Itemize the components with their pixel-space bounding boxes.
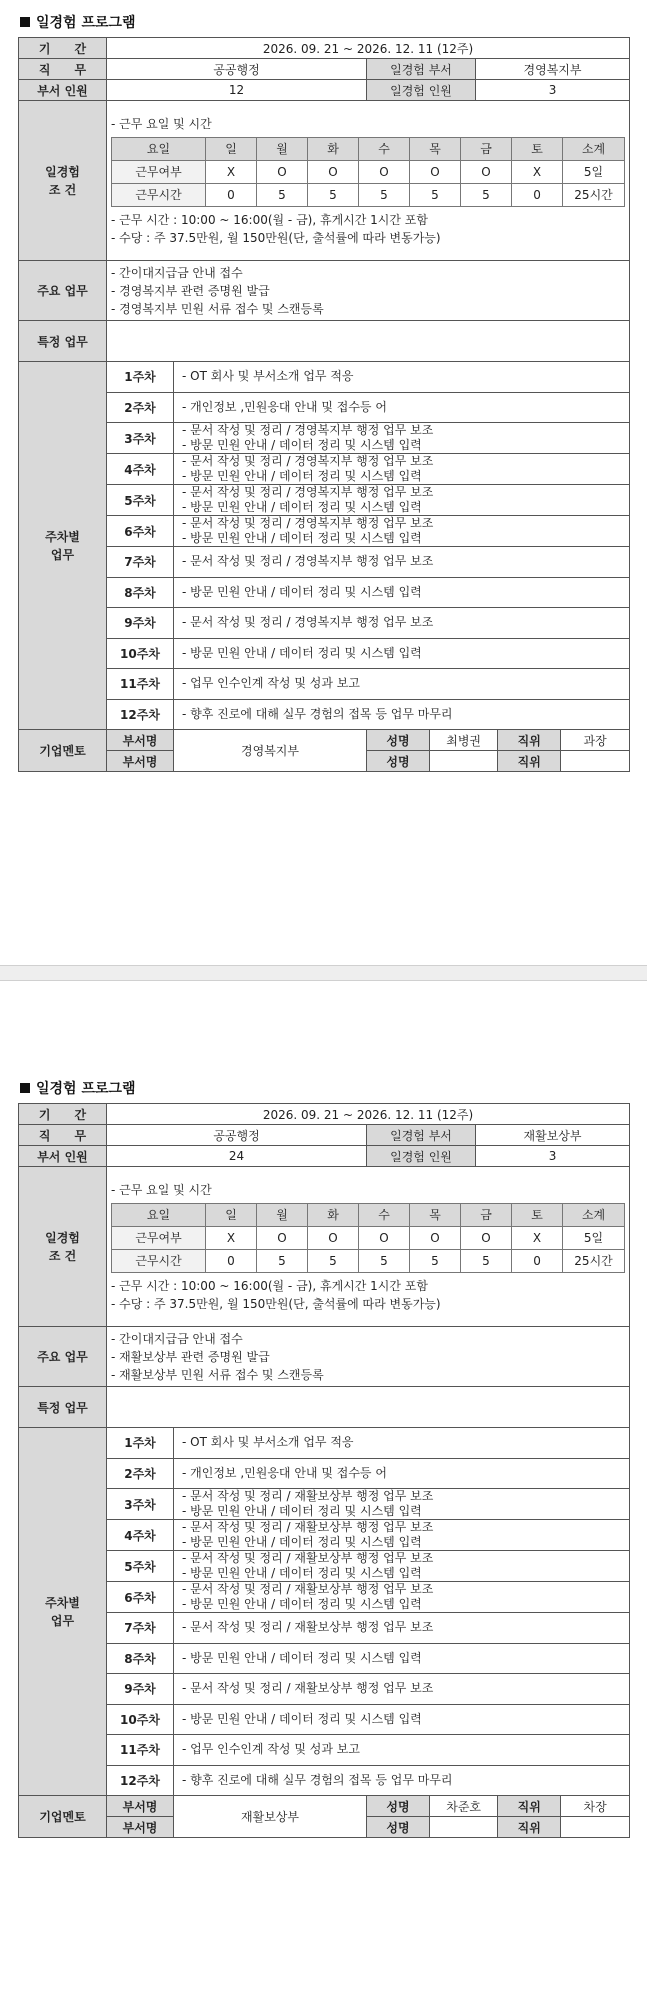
week-row [19,608,630,639]
schedule-cell: 25시간 [563,1249,625,1272]
mentor-dept-text: 경영복지부 [241,744,299,758]
week-task: - 방문 민원 안내 / 데이터 정리 및 시스템 입력 [182,645,422,660]
week-tasks [174,1520,630,1551]
schedule-cell: 5 [257,183,308,206]
week-tasks [174,362,630,393]
weekly-label [19,362,107,730]
week-row [19,516,630,547]
conditions-label-line1: 일경험 [45,1230,80,1245]
week-tasks [174,1458,630,1489]
week-task: - 문서 작성 및 정리 / 재활보상부 행정 업무 보조 [182,1489,434,1503]
mentor-dept-label-2: 부서명 [107,1817,174,1838]
week-number: 5주차 [107,485,174,516]
mentor-name-value: 차준호 [430,1796,498,1816]
conditions-label [19,101,107,261]
week-number: 3주차 [107,423,174,454]
main-duty-item: - 경영복지부 관련 증명원 발급 [111,283,270,298]
week-number: 11주차 [107,1735,174,1766]
schedule-row-hours [112,1249,625,1272]
mentor-pos-label: 직위 [498,730,561,750]
week-task: - OT 회사 및 부서소개 업무 적응 [182,369,354,384]
week-tasks [174,638,630,669]
week-task: - 방문 민원 안내 / 데이터 정리 및 시스템 입력 [182,1650,422,1665]
schedule-header-cell: 화 [308,137,359,160]
week-row [19,1489,630,1520]
weekly-label-line: 주차별 [45,529,80,544]
week-tasks [174,485,630,516]
mentor-row1-table [367,1796,629,1816]
section-title [20,1078,136,1098]
dept-label: 일경험 부서 [367,1125,476,1146]
week-tasks [174,454,630,485]
week-row [19,362,630,393]
main-duty-item: - 경영복지부 민원 서류 접수 및 스캔등록 [111,301,324,316]
main-duties [107,1327,630,1387]
schedule-cell: 근무시간 [112,1249,206,1272]
week-task: - 방문 민원 안내 / 데이터 정리 및 시스템 입력 [182,1504,422,1518]
mentor-pos-label: 직위 [498,1796,561,1816]
week-row [19,423,630,454]
week-row [19,1551,630,1582]
schedule-cell: 5 [410,183,461,206]
dept-staff-value: 24 [107,1146,367,1167]
schedule-cell: 5 [359,183,410,206]
mentor-pos-value: 과장 [583,733,607,748]
week-number: 11주차 [107,669,174,700]
week-tasks [174,1582,630,1613]
mentor-name-value-2 [430,1817,498,1837]
schedule-table [111,1203,625,1273]
week-tasks [174,699,630,730]
dept-staff-label: 부서 인원 [19,80,107,101]
schedule-header-cell: 월 [257,137,308,160]
week-task: - 방문 민원 안내 / 데이터 정리 및 시스템 입력 [182,531,422,545]
mentor-name-value-2 [430,751,498,771]
week-task: - 방문 민원 안내 / 데이터 정리 및 시스템 입력 [182,438,422,452]
week-number: 1주차 [107,1428,174,1459]
schedule-table [111,137,625,207]
main-duties [107,261,630,321]
week-number: 4주차 [107,454,174,485]
schedule-cell: O [257,1226,308,1249]
week-tasks [174,1551,630,1582]
schedule-cell: 5 [257,1249,308,1272]
dept-value: 재활보상부 [476,1125,630,1146]
weekly-label [19,1428,107,1796]
schedule-cell: O [410,1226,461,1249]
week-number: 10주차 [107,638,174,669]
weekly-label-line: 주차별 [45,1595,80,1610]
main-duty-item: - 재활보상부 민원 서류 접수 및 스캔등록 [111,1367,324,1382]
schedule-header-cell: 수 [359,137,410,160]
schedule-cell: X [512,1226,563,1249]
main-duty-item: - 재활보상부 관련 증명원 발급 [111,1349,270,1364]
week-tasks [174,1643,630,1674]
week-task: - 업무 인수인계 작성 및 성과 보고 [182,1742,360,1757]
schedule-header-cell: 소계 [563,137,625,160]
black-square-icon [20,1083,30,1093]
dept-staff-value: 12 [107,80,367,101]
schedule-header-cell: 금 [461,1203,512,1226]
week-task: - 문서 작성 및 정리 / 재활보상부 행정 업무 보조 [182,1681,434,1696]
mentor-dept-label: 부서명 [107,1796,174,1817]
main-duty-item: - 간이대지급금 안내 접수 [111,1331,243,1346]
mentor-label: 기업멘토 [19,1796,107,1838]
schedule-cell: 0 [512,183,563,206]
mentor-pos-label-2: 직위 [498,751,561,771]
week-task: - 방문 민원 안내 / 데이터 정리 및 시스템 입력 [182,1535,422,1549]
week-number: 7주차 [107,547,174,578]
week-number: 12주차 [107,699,174,730]
mentor-name-label-2: 성명 [367,751,430,771]
trainee-label: 일경험 인원 [367,80,476,101]
week-task: - 방문 민원 안내 / 데이터 정리 및 시스템 입력 [182,500,422,514]
weekly-label-line: 업무 [50,1613,75,1628]
week-task: - 문서 작성 및 정리 / 재활보상부 행정 업무 보조 [182,1551,434,1565]
schedule-header-cell: 수 [359,1203,410,1226]
schedule-header-cell: 토 [512,1203,563,1226]
schedule-header-cell: 요일 [112,1203,206,1226]
schedule-cell: X [206,160,257,183]
job-value: 공공행정 [107,1125,367,1146]
week-row [19,1458,630,1489]
week-task: - 문서 작성 및 정리 / 경영복지부 행정 업무 보조 [182,485,434,499]
job-value: 공공행정 [107,59,367,80]
week-row [19,392,630,423]
conditions-label-line1: 일경험 [45,164,80,179]
special-duty-label: 특정 업무 [19,321,107,362]
section-title-text: 일경험 프로그램 [36,15,136,31]
schedule-header-cell: 화 [308,1203,359,1226]
mentor-dept-label: 부서명 [107,730,174,751]
week-tasks [174,1704,630,1735]
schedule-cell: O [359,1226,410,1249]
week-row [19,699,630,730]
schedule-header-row [112,1203,625,1226]
week-task: - 방문 민원 안내 / 데이터 정리 및 시스템 입력 [182,469,422,483]
week-row [19,1582,630,1613]
week-task: - OT 회사 및 부서소개 업무 적응 [182,1435,354,1450]
week-number: 12주차 [107,1765,174,1796]
week-tasks [174,423,630,454]
mentor-pos-value-2 [561,751,629,771]
week-row [19,454,630,485]
schedule-header-cell: 금 [461,137,512,160]
mentor-dept-value [174,1796,367,1838]
period-label: 기 간 [19,1104,107,1125]
schedule-row-workdays [112,160,625,183]
mentor-pos-value-2 [561,1817,629,1837]
schedule-cell: X [206,1226,257,1249]
week-number: 9주차 [107,1674,174,1705]
main-duty-label: 주요 업무 [19,261,107,321]
mentor-name-value: 최병권 [430,730,498,750]
period-value: 2026. 09. 21 ~ 2026. 12. 11 (12주) [107,1104,630,1125]
week-task: - 문서 작성 및 정리 / 경영복지부 행정 업무 보조 [182,516,434,530]
week-tasks [174,577,630,608]
week-tasks [174,669,630,700]
week-row [19,1613,630,1644]
weekly-label-line: 업무 [50,547,75,562]
schedule-header-cell: 토 [512,137,563,160]
period-value: 2026. 09. 21 ~ 2026. 12. 11 (12주) [107,38,630,59]
mentor-row1-table [367,730,629,750]
mentor-name-label: 성명 [367,730,430,750]
conditions-label [19,1167,107,1327]
section-title [20,12,136,32]
schedule-heading: - 근무 요일 및 시간 [111,116,212,131]
week-number: 4주차 [107,1520,174,1551]
week-row [19,577,630,608]
mentor-row1 [367,730,630,751]
mentor-label: 기업멘토 [19,730,107,772]
week-row [19,638,630,669]
trainee-value: 3 [476,80,630,101]
schedule-cell: 0 [512,1249,563,1272]
mentor-pos-label-2: 직위 [498,1817,561,1837]
schedule-row-workdays [112,1226,625,1249]
schedule-cell: 근무시간 [112,183,206,206]
week-task: - 방문 민원 안내 / 데이터 정리 및 시스템 입력 [182,1711,422,1726]
condition-notes [111,211,625,247]
mentor-dept-value [174,730,367,772]
schedule-cell: O [308,1226,359,1249]
week-number: 10주차 [107,1704,174,1735]
week-tasks [174,1489,630,1520]
week-number: 7주차 [107,1613,174,1644]
week-number: 5주차 [107,1551,174,1582]
page-divider [0,965,647,981]
week-tasks [174,516,630,547]
week-number: 8주차 [107,577,174,608]
schedule-cell: 5 [308,183,359,206]
condition-note: - 근무 시간 : 10:00 ~ 16:00(월 - 금), 휴게시간 1시간 포함 [111,1278,428,1293]
week-number: 9주차 [107,608,174,639]
schedule-cell: 5 [359,1249,410,1272]
main-duty-label: 주요 업무 [19,1327,107,1387]
week-task: - 개인정보 ,민원응대 안내 및 접수등 어 [182,1465,387,1480]
week-task: - 방문 민원 안내 / 데이터 정리 및 시스템 입력 [182,1597,422,1611]
schedule-cell: 25시간 [563,183,625,206]
special-duty-value [107,321,630,362]
week-tasks [174,392,630,423]
week-task: - 방문 민원 안내 / 데이터 정리 및 시스템 입력 [182,1566,422,1580]
week-row [19,547,630,578]
week-row [19,1704,630,1735]
week-task: - 방문 민원 안내 / 데이터 정리 및 시스템 입력 [182,584,422,599]
mentor-row2 [367,1817,630,1838]
week-number: 2주차 [107,1458,174,1489]
week-task: - 문서 작성 및 정리 / 재활보상부 행정 업무 보조 [182,1620,434,1635]
schedule-header-cell: 일 [206,1203,257,1226]
week-task: - 문서 작성 및 정리 / 경영복지부 행정 업무 보조 [182,615,434,630]
week-number: 1주차 [107,362,174,393]
condition-note: - 근무 시간 : 10:00 ~ 16:00(월 - 금), 휴게시간 1시간 포함 [111,212,428,227]
mentor-pos-value: 차장 [583,1799,607,1814]
schedule-header-cell: 목 [410,1203,461,1226]
mentor-row2-table [367,1817,629,1837]
week-task: - 문서 작성 및 정리 / 경영복지부 행정 업무 보조 [182,454,434,468]
schedule-cell: O [461,1226,512,1249]
schedule-cell: 5 [461,1249,512,1272]
schedule-cell: 5일 [563,1226,625,1249]
dept-value: 경영복지부 [476,59,630,80]
week-tasks [174,608,630,639]
mentor-dept-text: 재활보상부 [241,1810,299,1824]
trainee-value: 3 [476,1146,630,1167]
week-task: - 문서 작성 및 정리 / 경영복지부 행정 업무 보조 [182,554,434,569]
week-row [19,1520,630,1551]
job-label: 직 무 [19,1125,107,1146]
mentor-name-label: 성명 [367,1796,430,1816]
schedule-header-cell: 목 [410,137,461,160]
period-label: 기 간 [19,38,107,59]
week-task: - 개인정보 ,민원응대 안내 및 접수등 어 [182,399,387,414]
schedule-header-cell: 요일 [112,137,206,160]
schedule-cell: X [512,160,563,183]
schedule-cell: 5일 [563,160,625,183]
schedule-header-row [112,137,625,160]
week-row [19,485,630,516]
schedule-header-cell: 일 [206,137,257,160]
black-square-icon [20,17,30,27]
schedule-header-cell: 월 [257,1203,308,1226]
schedule-cell: 근무여부 [112,1226,206,1249]
schedule-cell: 5 [308,1249,359,1272]
schedule-cell: 5 [461,183,512,206]
mentor-dept-label-2: 부서명 [107,751,174,772]
week-row [19,1765,630,1796]
schedule-cell: O [461,160,512,183]
week-row [19,1428,630,1459]
week-row [19,1735,630,1766]
main-duty-item: - 간이대지급금 안내 접수 [111,265,243,280]
special-duty-label: 특정 업무 [19,1387,107,1428]
conditions-cell [107,101,630,261]
conditions-cell [107,1167,630,1327]
week-number: 2주차 [107,392,174,423]
week-task: - 문서 작성 및 정리 / 재활보상부 행정 업무 보조 [182,1520,434,1534]
job-label: 직 무 [19,59,107,80]
conditions-label-line2: 조 건 [48,182,77,197]
week-tasks [174,1428,630,1459]
schedule-cell: O [308,160,359,183]
week-row [19,669,630,700]
week-number: 6주차 [107,1582,174,1613]
program-table [18,37,630,772]
schedule-cell: O [257,160,308,183]
condition-note: - 수당 : 주 37.5만원, 월 150만원(단, 출석률에 따라 변동가능) [111,230,441,245]
week-task: - 문서 작성 및 정리 / 경영복지부 행정 업무 보조 [182,423,434,437]
week-row [19,1643,630,1674]
condition-note: - 수당 : 주 37.5만원, 월 150만원(단, 출석률에 따라 변동가능) [111,1296,441,1311]
schedule-cell: 근무여부 [112,160,206,183]
week-task: - 업무 인수인계 작성 및 성과 보고 [182,676,360,691]
trainee-label: 일경험 인원 [367,1146,476,1167]
conditions-label-line2: 조 건 [48,1248,77,1263]
section-title-text: 일경험 프로그램 [36,1081,136,1097]
schedule-heading: - 근무 요일 및 시간 [111,1182,212,1197]
week-number: 3주차 [107,1489,174,1520]
week-tasks [174,547,630,578]
week-number: 6주차 [107,516,174,547]
schedule-cell: O [359,160,410,183]
schedule-cell: 5 [410,1249,461,1272]
schedule-row-hours [112,183,625,206]
mentor-row2 [367,751,630,772]
week-row [19,1674,630,1705]
week-number: 8주차 [107,1643,174,1674]
week-tasks [174,1674,630,1705]
mentor-row2-table [367,751,629,771]
schedule-cell: O [410,160,461,183]
mentor-row1 [367,1796,630,1817]
schedule-cell: 0 [206,1249,257,1272]
schedule-cell: 0 [206,183,257,206]
week-tasks [174,1735,630,1766]
week-task: - 문서 작성 및 정리 / 재활보상부 행정 업무 보조 [182,1582,434,1596]
week-task: - 향후 진로에 대해 실무 경험의 접목 등 업무 마무리 [182,706,453,721]
week-tasks [174,1613,630,1644]
dept-label: 일경험 부서 [367,59,476,80]
schedule-header-cell: 소계 [563,1203,625,1226]
mentor-name-label-2: 성명 [367,1817,430,1837]
dept-staff-label: 부서 인원 [19,1146,107,1167]
week-task: - 향후 진로에 대해 실무 경험의 접목 등 업무 마무리 [182,1772,453,1787]
special-duty-value [107,1387,630,1428]
program-table [18,1103,630,1838]
week-tasks [174,1765,630,1796]
condition-notes [111,1277,625,1313]
